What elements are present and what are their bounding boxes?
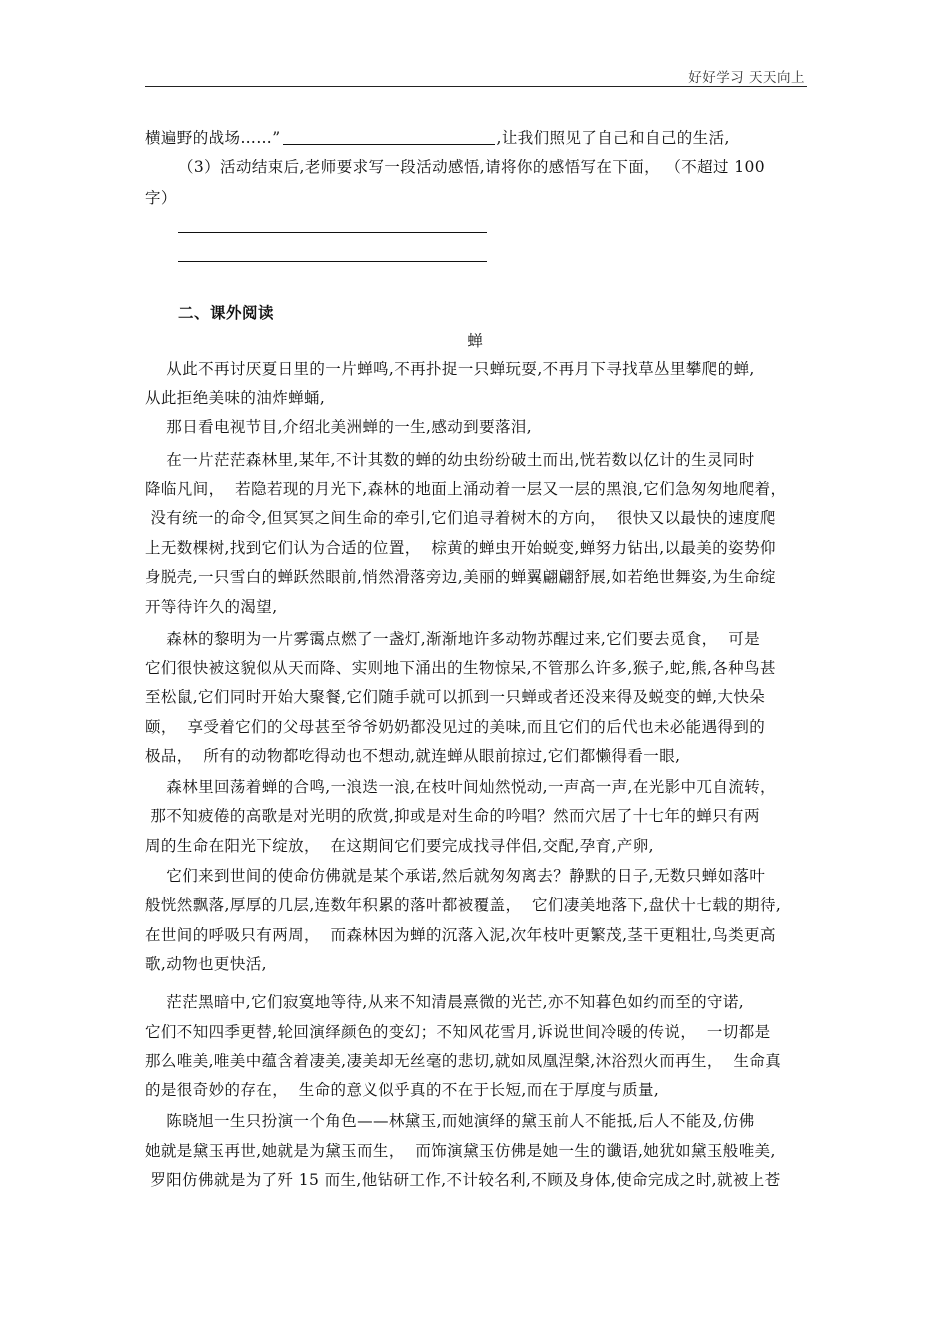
continued-line (145, 128, 807, 148)
article-line: 的是很奇妙的存在， 生命的意义似乎真的不在于长短,而在于厚度与质量, (145, 1081, 660, 1099)
article-title: 蝉 (467, 332, 483, 350)
article-line: 在世间的呼吸只有两周， 而森林因为蝉的沉落入泥,次年枝叶更繁茂,茎干更粗壮,鸟类更高 (145, 926, 776, 944)
article-line: 森林的黎明为一片雾霭点燃了一盏灯,渐渐地许多动物苏醒过来,它们要去觅食， 可是 (145, 630, 761, 648)
article-line: 它们很快被这貌似从天而降、实则地下涌出的生物惊呆,不管那么许多,猴子,蛇,熊,各种鸟甚 (145, 659, 776, 677)
article-line: 上无数棵树,找到它们认为合适的位置， 棕黄的蝉虫开始蜕变,蝉努力钻出,以最美的姿势仰 (145, 539, 776, 557)
section-title: 二、课外阅读 (178, 303, 275, 322)
article-line: 从此不再讨厌夏日里的一片蝉鸣,不再扑捉一只蝉玩耍,不再月下寻找草丛里攀爬的蝉, (145, 360, 755, 378)
sentence-end-text: ,让我们照见了自己和自己的生活, (496, 129, 730, 147)
fill-in-blank[interactable] (283, 129, 495, 145)
article-line: 她就是黛玉再世,她就是为黛玉而生， 而饰演黛玉仿佛是她一生的谶语,她犹如黛玉般唯美, (145, 1142, 776, 1160)
header-motto: 好好学习 天天向上 (688, 70, 805, 86)
article-line: 般恍然飘落,厚厚的几层,连数年积累的落叶都被覆盖， 它们凄美地落下,盘伏十七载的期待, (145, 896, 782, 914)
article-line: 罗阳仿佛就是为了歼 15 而生,他钻研工作,不计较名利,不顾及身体,使命完成之时,就被上苍 (145, 1171, 781, 1189)
article-line: 至松鼠,它们同时开始大聚餐,它们随手就可以抓到一只蝉或者还没来得及蜕变的蝉,大快朵 (145, 688, 766, 706)
article-line: 在一片茫茫森林里,某年,不计其数的蝉的幼虫纷纷破土而出,恍若数以亿计的生灵同时 (145, 451, 755, 469)
article-line: 它们来到世间的使命仿佛就是某个承诺,然后就匆匆离去？静默的日子,无数只蝉如落叶 (145, 867, 766, 885)
article-line: 那日看电视节目,介绍北美洲蝉的一生,感动到要落泪, (145, 418, 533, 436)
article-line: 降临凡间， 若隐若现的月光下,森林的地面上涌动着一层又一层的黑浪,它们急匆匆地爬着， (145, 480, 787, 498)
answer-line-2[interactable] (178, 261, 487, 262)
article-line: 开等待许久的渴望, (145, 598, 278, 616)
article-line: 极品， 所有的动物都吃得动也不想动,就连蝉从眼前掠过,它们都懒得看一眼, (145, 747, 681, 765)
answer-line-1[interactable] (178, 232, 487, 233)
article-line: 陈晓旭一生只扮演一个角色——林黛玉,而她演绎的黛玉前人不能抵,后人不能及,仿佛 (145, 1112, 755, 1130)
article-line: 没有统一的命令,但冥冥之间生命的牵引,它们追寻着树木的方向， 很快又以最快的速度爬 (145, 509, 776, 527)
article-line: 身脱壳,一只雪白的蝉跃然眼前,悄然滑落旁边,美丽的蝉翼翩翩舒展,如若绝世舞姿,为生命绽 (145, 568, 776, 586)
question-3-line2: 字） (145, 189, 177, 207)
article-line: 那么唯美,唯美中蕴含着凄美,凄美却无丝毫的悲切,就如凤凰涅槃,沐浴烈火而再生， 生命真 (145, 1052, 782, 1070)
article-line: 森林里回荡着蝉的合鸣,一浪迭一浪,在枝叶间灿然悦动,一声高一声,在光影中兀自流转， (145, 778, 776, 796)
quote-end-text: 横遍野的战场……” (145, 129, 281, 147)
article-line: 它们不知四季更替,轮回演绎颜色的变幻；不知风花雪月,诉说世间冷暖的传说， 一切都是 (145, 1023, 771, 1041)
article-line: 歌,动物也更快活, (145, 955, 267, 973)
article-line: 颐， 享受着它们的父母甚至爷爷奶奶都没见过的美味,而且它们的后代也未必能遇得到的 (145, 718, 766, 736)
article-line: 从此拒绝美味的油炸蝉蛹, (145, 389, 326, 407)
article-line: 那不知疲倦的高歌是对光明的欣赏,抑或是对生命的吟唱？然而穴居了十七年的蝉只有两 (145, 807, 760, 825)
page-header (145, 66, 807, 87)
article-line: 茫茫黑暗中,它们寂寞地等待,从来不知清晨熹微的光芒,亦不知暮色如约而至的守诺, (145, 993, 745, 1011)
question-3-line1: （3）活动结束后,老师要求写一段活动感悟,请将你的感悟写在下面， （不超过 100 (178, 158, 766, 176)
article-line: 周的生命在阳光下绽放， 在这期间它们要完成找寻伴侣,交配,孕育,产卵, (145, 837, 654, 855)
